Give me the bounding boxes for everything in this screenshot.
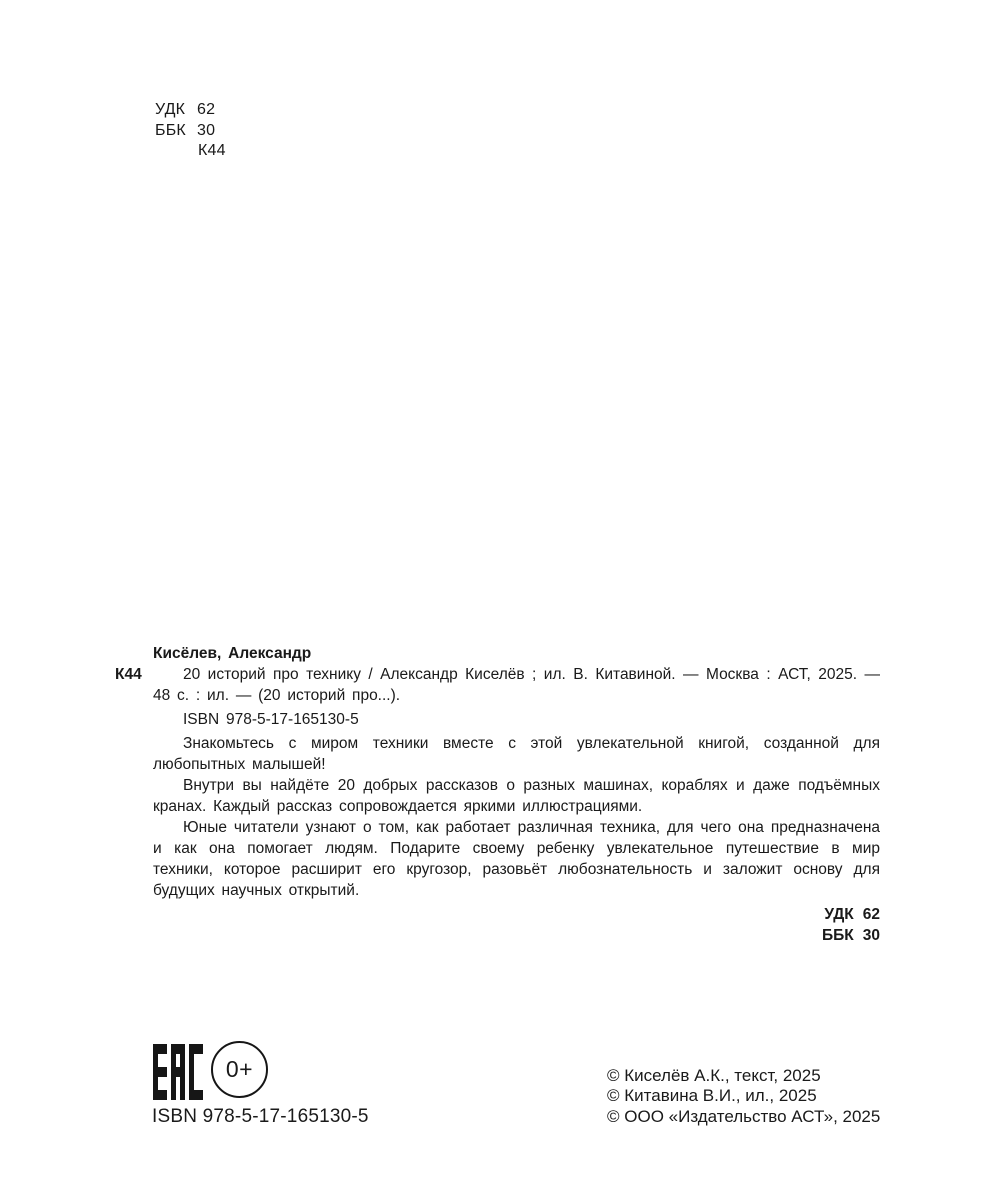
- bbk-footer-value: 30: [862, 926, 880, 944]
- author-sign-margin: К44: [115, 666, 142, 683]
- annotation-paragraph-3: Юные читатели узнают о том, как работает различная техника, для чего она предназначена и как она помогает людям. Подарите своему ребенку увлекательное путешествие в мир техники, которое расширит его кругозор, разовьёт любознательность и заложит основу для будущих научных открытий.: [153, 819, 880, 899]
- copyright-line-author: © Киселёв А.К., текст, 2025: [607, 1066, 821, 1085]
- author-heading: Кисёлев, Александр: [153, 645, 312, 662]
- eac-mark-icon: [153, 1044, 203, 1105]
- age-rating-badge: [211, 1041, 268, 1098]
- footer-isbn: ISBN 978-5-17-165130-5: [152, 1106, 369, 1127]
- bbk-footer-label: ББК: [822, 926, 854, 944]
- catalog-entry: [115, 664, 880, 706]
- annotation: [153, 733, 880, 901]
- udk-footer-line: [153, 905, 880, 926]
- udk-value: 62: [197, 101, 216, 118]
- author-sign-line: [155, 141, 226, 162]
- top-classification-block: [155, 100, 226, 162]
- bbk-footer-line: [153, 926, 880, 947]
- copyright-block: [607, 1066, 880, 1127]
- bibliographic-block: [115, 643, 880, 946]
- udk-line: [155, 100, 226, 121]
- bbk-label: ББК: [155, 121, 186, 139]
- catalog-entry-text: 20 историй про технику / Александр Киселёв ; ил. В. Китавиной. — Москва : АСТ, 2025. — 48 с. : ил. — (20 историй про...).: [153, 666, 880, 704]
- copyright-line-illustrator: © Китавина В.И., ил., 2025: [607, 1086, 817, 1106]
- udk-footer-value: 62: [862, 906, 880, 923]
- annotation-paragraph-1: Знакомьтесь с миром техники вместе с этой увлекательной книгой, созданной для любопытных малышей!: [153, 735, 880, 773]
- author-sign: К44: [198, 142, 226, 159]
- udk-footer-label: УДК: [824, 906, 854, 923]
- bbk-value: 30: [197, 121, 216, 139]
- isbn-line: ISBN 978-5-17-165130-5: [183, 711, 359, 728]
- age-rating-text: 0+: [225, 1056, 254, 1082]
- copyright-line-publisher: © ООО «Издательство АСТ», 2025: [607, 1106, 881, 1126]
- bbk-line: [155, 121, 226, 142]
- annotation-paragraph-2: Внутри вы найдёте 20 добрых рассказов о разных машинах, кораблях и даже подъёмных кранах. Каждый рассказ сопровождается яркими иллюстрациями.: [153, 777, 880, 815]
- udk-label: УДК: [155, 101, 186, 118]
